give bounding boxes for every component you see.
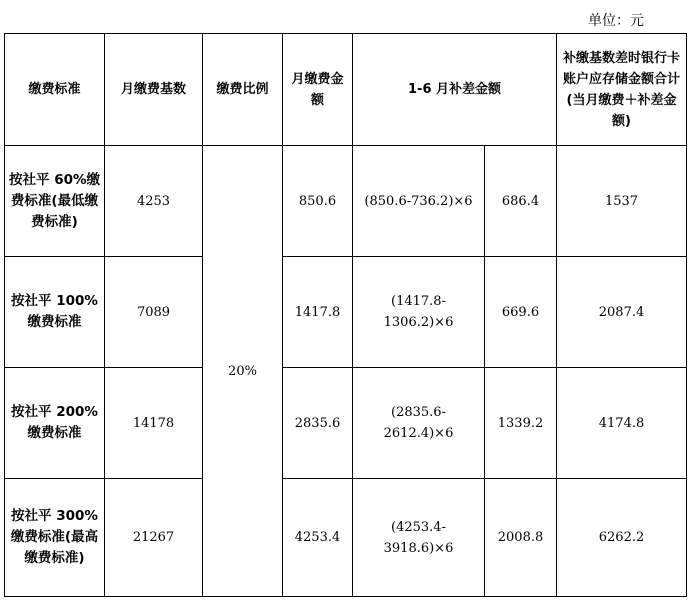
table-row	[5, 368, 687, 479]
row-base: 21267	[105, 479, 203, 597]
table-row	[5, 479, 687, 597]
header-total: 补缴基数差时银行卡账户应存储金额合计(当月缴费＋补差金额)	[557, 34, 687, 146]
row-monthly-amount: 1417.8	[283, 257, 353, 368]
ratio-cell: 20%	[203, 146, 283, 597]
row-standard: 按社平 100%缴费标准	[5, 257, 105, 368]
row-monthly-amount: 850.6	[283, 146, 353, 257]
header-supplement: 1-6 月补差金额	[353, 34, 557, 146]
row-supplement: 1339.2	[485, 368, 557, 479]
header-row	[5, 34, 687, 146]
row-standard: 按社平 300%缴费标准(最高缴费标准)	[5, 479, 105, 597]
row-standard: 按社平 60%缴费标准(最低缴费标准)	[5, 146, 105, 257]
row-base: 14178	[105, 368, 203, 479]
header-standard: 缴费标准	[5, 34, 105, 146]
row-base: 7089	[105, 257, 203, 368]
row-total: 2087.4	[557, 257, 687, 368]
row-formula: (1417.8-1306.2)×6	[353, 257, 485, 368]
row-supplement: 686.4	[485, 146, 557, 257]
row-standard: 按社平 200%缴费标准	[5, 368, 105, 479]
row-total: 4174.8	[557, 368, 687, 479]
unit-label: 单位：元	[588, 13, 644, 29]
header-base: 月缴费基数	[105, 34, 203, 146]
row-base: 4253	[105, 146, 203, 257]
contribution-table	[4, 33, 687, 597]
row-formula: (4253.4-3918.6)×6	[353, 479, 485, 597]
table-row	[5, 257, 687, 368]
row-supplement: 2008.8	[485, 479, 557, 597]
row-supplement: 669.6	[485, 257, 557, 368]
row-monthly-amount: 2835.6	[283, 368, 353, 479]
header-ratio: 缴费比例	[203, 34, 283, 146]
row-formula: (2835.6-2612.4)×6	[353, 368, 485, 479]
row-total: 6262.2	[557, 479, 687, 597]
row-monthly-amount: 4253.4	[283, 479, 353, 597]
table-row	[5, 146, 687, 257]
row-total: 1537	[557, 146, 687, 257]
header-monthly-amount: 月缴费金额	[283, 34, 353, 146]
row-formula: (850.6-736.2)×6	[353, 146, 485, 257]
